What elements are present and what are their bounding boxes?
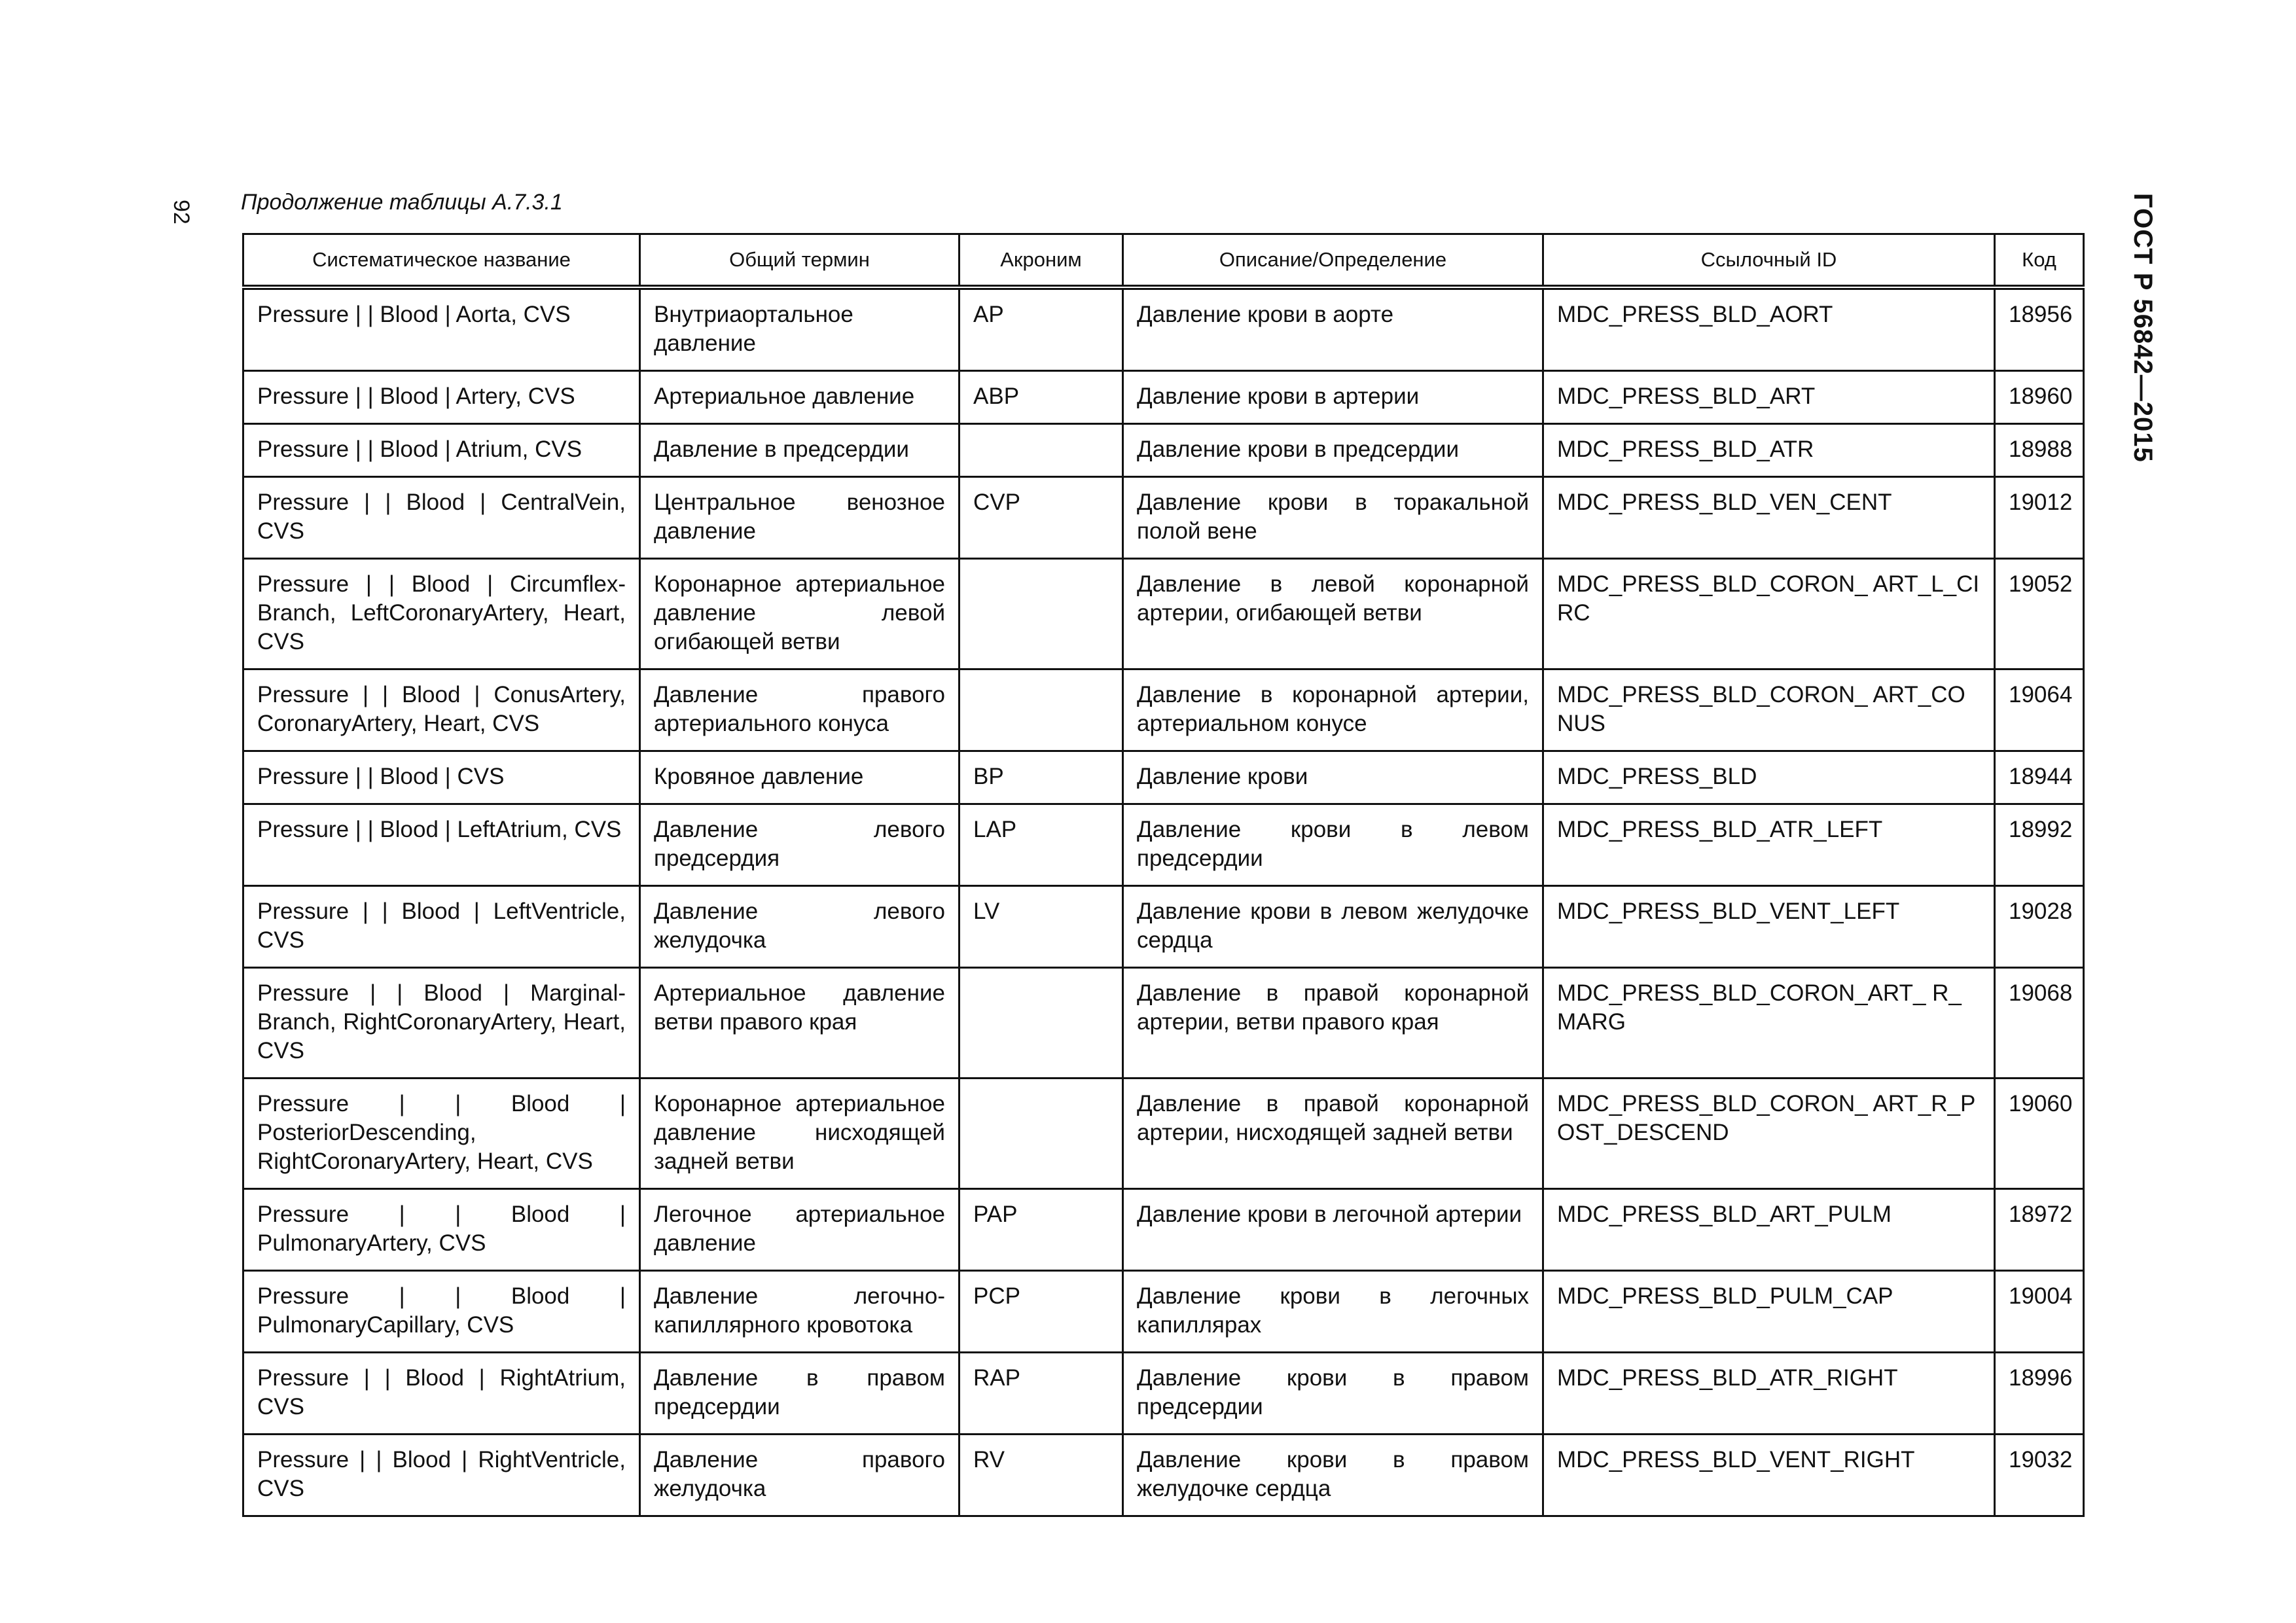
cell-description: Давление крови в правом желудочке сердца (1123, 1435, 1543, 1516)
table-row (243, 1079, 2084, 1189)
header-acronym: Акроним (960, 234, 1123, 288)
table-row (243, 968, 2084, 1079)
cell-description: Давление крови в правом предсердии (1123, 1353, 1543, 1435)
cell-reference-id: MDC_PRESS_BLD (1543, 751, 1995, 804)
cell-acronym (960, 968, 1123, 1079)
table-row (243, 751, 2084, 804)
cell-code: 19032 (1995, 1435, 2084, 1516)
cell-reference-id: MDC_PRESS_BLD_VENT_RIGHT (1543, 1435, 1995, 1516)
cell-acronym (960, 559, 1123, 669)
cell-acronym: CVP (960, 477, 1123, 559)
cell-common-term: Давление правого желудочка (640, 1435, 960, 1516)
cell-reference-id: MDC_PRESS_BLD_PULM_CAP (1543, 1271, 1995, 1353)
cell-systematic-name: Pressure | | Blood | PosteriorDescending, RightCoronaryArtery, Heart, CVS (243, 1079, 640, 1189)
cell-common-term: Артериальное давление ветви правого края (640, 968, 960, 1079)
cell-systematic-name: Pressure | | Blood | Atrium, CVS (243, 424, 640, 477)
table-row (243, 477, 2084, 559)
table-row (243, 1271, 2084, 1353)
cell-systematic-name: Pressure | | Blood | CentralVein, CVS (243, 477, 640, 559)
cell-common-term: Коронарное артериальное давление нисходящей задней ветви (640, 1079, 960, 1189)
cell-code: 19028 (1995, 886, 2084, 968)
cell-description: Давление крови в аорте (1123, 287, 1543, 371)
cell-code: 18996 (1995, 1353, 2084, 1435)
cell-common-term: Кровяное давление (640, 751, 960, 804)
data-table (242, 233, 2085, 1517)
cell-systematic-name: Pressure | | Blood | RightAtrium, CVS (243, 1353, 640, 1435)
cell-common-term: Давление легочно-капиллярного кровотока (640, 1271, 960, 1353)
cell-description: Давление крови (1123, 751, 1543, 804)
cell-code: 19012 (1995, 477, 2084, 559)
header-systematic-name: Систематическое название (243, 234, 640, 288)
cell-systematic-name: Pressure | | Blood | LeftVentricle, CVS (243, 886, 640, 968)
cell-systematic-name: Pressure | | Blood | CVS (243, 751, 640, 804)
cell-code: 18972 (1995, 1189, 2084, 1271)
table-caption: Продолжение таблицы А.7.3.1 (241, 190, 563, 215)
cell-acronym (960, 1079, 1123, 1189)
cell-description: Давление в левой коронарной артерии, огибающей ветви (1123, 559, 1543, 669)
cell-description: Давление крови в легочной артерии (1123, 1189, 1543, 1271)
cell-systematic-name: Pressure | | Blood | PulmonaryArtery, CVS (243, 1189, 640, 1271)
cell-common-term: Давление левого желудочка (640, 886, 960, 968)
cell-description: Давление крови в левом предсердии (1123, 804, 1543, 886)
table-row (243, 1435, 2084, 1516)
cell-common-term: Внутриаортальное давление (640, 287, 960, 371)
cell-code: 18988 (1995, 424, 2084, 477)
standard-designation: ГОСТ Р 56842—2015 (2128, 193, 2157, 463)
table-row (243, 1353, 2084, 1435)
cell-reference-id: MDC_PRESS_BLD_CORON_ ART_CONUS (1543, 669, 1995, 751)
cell-description: Давление крови в легочных капиллярах (1123, 1271, 1543, 1353)
cell-common-term: Давление в предсердии (640, 424, 960, 477)
cell-common-term: Давление правого артериального конуса (640, 669, 960, 751)
cell-acronym (960, 424, 1123, 477)
cell-description: Давление крови в артерии (1123, 371, 1543, 424)
table-row (243, 804, 2084, 886)
cell-code: 19064 (1995, 669, 2084, 751)
cell-systematic-name: Pressure | | Blood | Circumflex-Branch, LeftCoronaryArtery, Heart, CVS (243, 559, 640, 669)
header-description: Описание/Определение (1123, 234, 1543, 288)
cell-common-term: Артериальное давление (640, 371, 960, 424)
cell-reference-id: MDC_PRESS_BLD_CORON_ART_ R_MARG (1543, 968, 1995, 1079)
header-common-term: Общий термин (640, 234, 960, 288)
cell-common-term: Давление в правом предсердии (640, 1353, 960, 1435)
cell-systematic-name: Pressure | | Blood | PulmonaryCapillary, CVS (243, 1271, 640, 1353)
cell-acronym: BP (960, 751, 1123, 804)
cell-common-term: Центральное венозное давление (640, 477, 960, 559)
cell-reference-id: MDC_PRESS_BLD_VEN_CENT (1543, 477, 1995, 559)
cell-systematic-name: Pressure | | Blood | Artery, CVS (243, 371, 640, 424)
cell-acronym: RAP (960, 1353, 1123, 1435)
cell-description: Давление крови в предсердии (1123, 424, 1543, 477)
table-row (243, 371, 2084, 424)
cell-acronym: ABP (960, 371, 1123, 424)
cell-reference-id: MDC_PRESS_BLD_CORON_ ART_L_CIRC (1543, 559, 1995, 669)
cell-reference-id: MDC_PRESS_BLD_ATR (1543, 424, 1995, 477)
cell-code: 19004 (1995, 1271, 2084, 1353)
table-row (243, 669, 2084, 751)
cell-common-term: Легочное артериальное давление (640, 1189, 960, 1271)
cell-description: Давление крови в левом желудочке сердца (1123, 886, 1543, 968)
cell-systematic-name: Pressure | | Blood | LeftAtrium, CVS (243, 804, 640, 886)
cell-common-term: Коронарное артериальное давление левой огибающей ветви (640, 559, 960, 669)
cell-acronym: PAP (960, 1189, 1123, 1271)
cell-description: Давление в правой коронарной артерии, ветви правого края (1123, 968, 1543, 1079)
cell-acronym: RV (960, 1435, 1123, 1516)
cell-reference-id: MDC_PRESS_BLD_ART_PULM (1543, 1189, 1995, 1271)
cell-description: Давление в правой коронарной артерии, нисходящей задней ветви (1123, 1079, 1543, 1189)
cell-code: 18944 (1995, 751, 2084, 804)
table-row (243, 886, 2084, 968)
cell-acronym: PCP (960, 1271, 1123, 1353)
cell-systematic-name: Pressure | | Blood | Marginal-Branch, RightCoronaryArtery, Heart, CVS (243, 968, 640, 1079)
table-header-row (243, 234, 2084, 288)
header-reference-id: Ссылочный ID (1543, 234, 1995, 288)
cell-systematic-name: Pressure | | Blood | Aorta, CVS (243, 287, 640, 371)
cell-acronym: LAP (960, 804, 1123, 886)
cell-common-term: Давление левого предсердия (640, 804, 960, 886)
cell-code: 18992 (1995, 804, 2084, 886)
cell-reference-id: MDC_PRESS_BLD_VENT_LEFT (1543, 886, 1995, 968)
table-row (243, 287, 2084, 371)
cell-acronym (960, 669, 1123, 751)
table-row (243, 1189, 2084, 1271)
cell-acronym: AP (960, 287, 1123, 371)
cell-code: 19068 (1995, 968, 2084, 1079)
table-row (243, 559, 2084, 669)
cell-reference-id: MDC_PRESS_BLD_ART (1543, 371, 1995, 424)
cell-code: 19052 (1995, 559, 2084, 669)
cell-code: 18956 (1995, 287, 2084, 371)
cell-systematic-name: Pressure | | Blood | RightVentricle, CVS (243, 1435, 640, 1516)
cell-description: Давление в коронарной артерии, артериальном конусе (1123, 669, 1543, 751)
cell-reference-id: MDC_PRESS_BLD_AORT (1543, 287, 1995, 371)
cell-acronym: LV (960, 886, 1123, 968)
table-row (243, 424, 2084, 477)
header-code: Код (1995, 234, 2084, 288)
cell-systematic-name: Pressure | | Blood | ConusArtery, CoronaryArtery, Heart, CVS (243, 669, 640, 751)
cell-code: 19060 (1995, 1079, 2084, 1189)
cell-reference-id: MDC_PRESS_BLD_ATR_RIGHT (1543, 1353, 1995, 1435)
cell-reference-id: MDC_PRESS_BLD_ATR_LEFT (1543, 804, 1995, 886)
cell-description: Давление крови в торакальной полой вене (1123, 477, 1543, 559)
page-number: 92 (169, 200, 194, 224)
cell-code: 18960 (1995, 371, 2084, 424)
cell-reference-id: MDC_PRESS_BLD_CORON_ ART_R_POST_DESCEND (1543, 1079, 1995, 1189)
